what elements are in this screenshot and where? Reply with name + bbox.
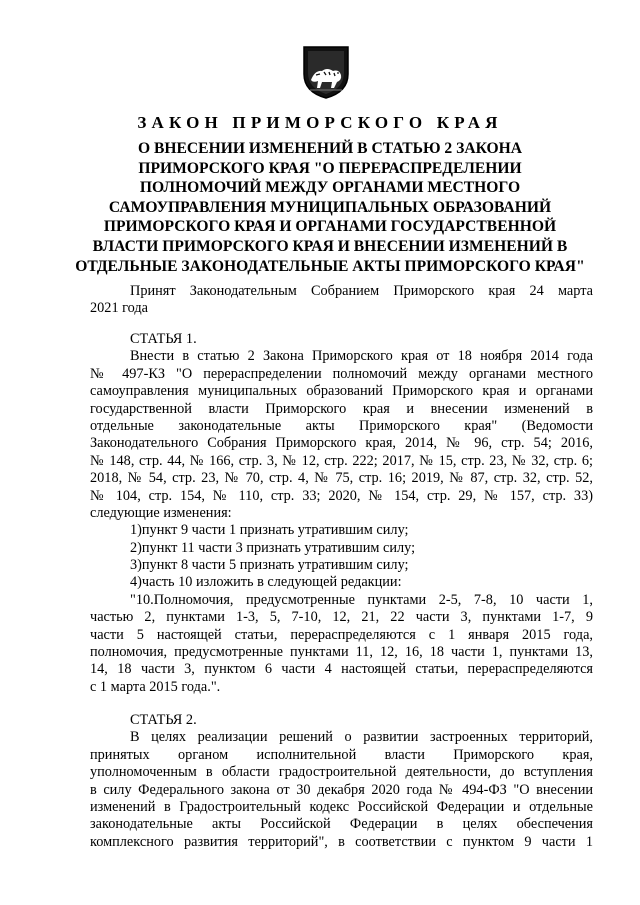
amendment-item: 4)часть 10 изложить в следующей редакции: bbox=[130, 574, 402, 591]
heading-line: О ВНЕСЕНИИ ИЗМЕНЕНИЙ В СТАТЬЮ 2 ЗАКОНА bbox=[137, 140, 523, 157]
quoted-text-line: 14, 18 части 3, пунктом 6 части 4 настоящей статьи, перераспределяются bbox=[90, 661, 593, 678]
heading-line: ПРИМОРСКОГО КРАЯ И ОРГАНАМИ ГОСУДАРСТВЕННОЙ bbox=[103, 218, 557, 236]
amendment-item: 3)пункт 8 части 5 признать утратившим силу; bbox=[130, 557, 409, 574]
article-1 bbox=[90, 331, 593, 696]
article-1-line: государственной власти Приморского края и внесении изменений в bbox=[90, 400, 593, 417]
article-2-line: комплексного развития территорий", в соответствии с пунктом 9 части 1 bbox=[90, 833, 593, 850]
quoted-text-line: "10.Полномочия, предусмотренные пунктами 2-5, 7-8, 10 части 1, bbox=[130, 591, 593, 608]
article-1-line: 2018, № 54, стр. 23, № 70, стр. 4, № 75, стр. 16; 2019, № 87, стр. 32, стр. 52, bbox=[90, 470, 593, 487]
heading-line: САМОУПРАВЛЕНИЯ МУНИЦИПАЛЬНЫХ ОБРАЗОВАНИЙ bbox=[108, 198, 552, 216]
adoption-line: 2021 года bbox=[90, 300, 149, 317]
article-2-title: СТАТЬЯ 2. bbox=[130, 712, 197, 728]
adoption-note bbox=[90, 283, 593, 318]
article-2-line: принятых органом исполнительной власти Приморского края, bbox=[90, 746, 593, 763]
article-1-line: Внести в статью 2 Закона Приморского края от 18 ноября 2014 года bbox=[130, 348, 593, 365]
article-1-title: СТАТЬЯ 1. bbox=[130, 331, 197, 347]
article-1-line: № 497-КЗ "О перераспределении полномочий между органами местного bbox=[90, 365, 593, 382]
article-2-line: В целях реализации решений о развитии застроенных территорий, bbox=[130, 729, 593, 746]
quoted-text-line: с 1 марта 2015 года.". bbox=[90, 678, 221, 695]
article-2-line: уполномоченным в области градостроительной деятельности, до вступления bbox=[90, 764, 593, 781]
amendment-item: 2)пункт 11 части 3 признать утратившим силу; bbox=[130, 539, 416, 556]
heading-line: ВЛАСТИ ПРИМОРСКОГО КРАЯ И ВНЕСЕНИИ ИЗМЕНЕНИЙ В bbox=[92, 237, 568, 255]
coat-of-arms-emblem bbox=[300, 44, 352, 100]
adoption-line: Принят Законодательным Собранием Приморского края 24 марта bbox=[130, 283, 593, 299]
heading-line: ПРИМОРСКОГО КРАЯ "О ПЕРЕРАСПРЕДЕЛЕНИИ bbox=[138, 159, 522, 177]
law-title: ЗАКОН ПРИМОРСКОГО КРАЯ bbox=[137, 113, 503, 132]
article-1-line: № 104, стр. 154, № 110, стр. 33; 2020, № 154, стр. 29, № 157, стр. 33) bbox=[90, 487, 593, 504]
article-2-line: законодательные акты Российской Федерации в целях обеспечения bbox=[90, 816, 593, 833]
heading-line: ОТДЕЛЬНЫЕ ЗАКОНОДАТЕЛЬНЫЕ АКТЫ ПРИМОРСКОГО КРАЯ" bbox=[75, 257, 585, 275]
amendment-item: 1)пункт 9 части 1 признать утратившим силу; bbox=[130, 522, 409, 539]
quoted-text-line: полномочия, предусмотренные пунктами 11, 12, 16, 18 части 1, пунктами 13, bbox=[90, 644, 593, 661]
article-1-line: Законодательного Собрания Приморского края, 2014, № 96, стр. 54; 2016, bbox=[90, 435, 593, 452]
article-1-line: отдельные законодательные акты Приморского края" (Ведомости bbox=[90, 417, 593, 434]
article-1-line: самоуправления муниципальных образований Приморского края и органами bbox=[90, 383, 593, 400]
article-2-line: в силу Федерального закона от 30 декабря 2020 года № 494-ФЗ "О внесении bbox=[90, 781, 593, 798]
article-1-line: № 148, стр. 44, № 166, стр. 3, № 12, стр. 222; 2017, № 15, стр. 23, № 32, стр. 6; bbox=[90, 452, 593, 469]
article-2 bbox=[90, 712, 593, 851]
article-1-line: следующие изменения: bbox=[90, 504, 232, 521]
heading-line: ПОЛНОМОЧИЙ МЕЖДУ ОРГАНАМИ МЕСТНОГО bbox=[139, 179, 521, 197]
quoted-text-line: частью 2, пунктами 1-3, 5, 7-10, 12, 21, 22 части 3, пунктами 1-7, 9 bbox=[90, 609, 593, 626]
quoted-text-line: части 5 настоящей статьи, перераспределяются с 1 января 2015 года, bbox=[90, 626, 593, 643]
article-2-line: изменений в Градостроительный кодекс Российской Федерации и отдельные bbox=[90, 798, 593, 815]
law-heading bbox=[60, 139, 600, 276]
